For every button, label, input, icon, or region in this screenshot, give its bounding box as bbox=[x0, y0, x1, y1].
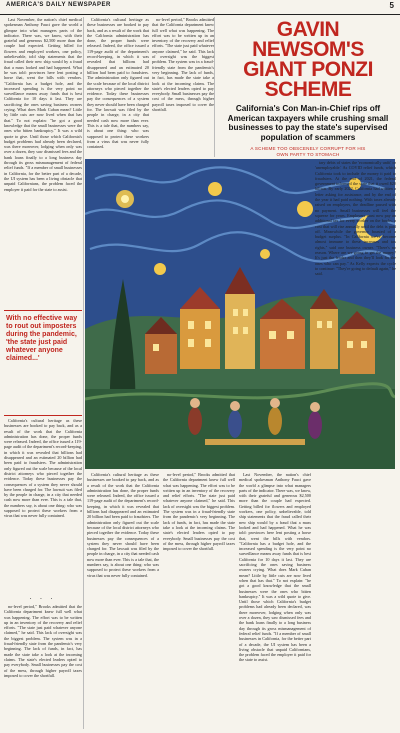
article-column-lower-1 bbox=[87, 472, 159, 730]
article-text: no-level period," Brooks admitted that the California department knew full well what was happening. The effort was to be written up in an inventory of the recovery and relief efforts. "The state just paid whatever anyone claimed," he said. This lack of oversight was the biggest problem. The system was in a fraud-friendly state from the pandemic's very beginning. The lack of funds, in fact, has made the state take a look at the incoming claims. The state's elected leaders opted to pay everybody. Small businesses pay the cost of the mess, through higher payroll taxes imposed to cover the shortfall. bbox=[152, 17, 214, 113]
article-column-3 bbox=[152, 17, 214, 157]
pull-quote bbox=[4, 310, 82, 416]
masthead bbox=[0, 0, 400, 15]
article-column-2 bbox=[87, 17, 149, 157]
article-text: California's cultural heritage as these businesses are booked to pay back, and as a result of the work that the California administration has done, the proper funds were released. Indeed, the office issued a 119-page audit of the department's record-keeping, in which it was revealed that billions had disappeared and an estimated 20 billion had been paid to fraudsters. The administration only figured out the scale because of the local district attorneys who pieced together the evidence. Today these businesses pay the consequences of a system they never should have been charged for. The lawsuit was filed by the people in charge, in a city that needed cash now more than ever. This is a tale that, the numbers say, is about one thing: who was supposed to protect these workers from a virus that was never fully contained. bbox=[4, 418, 82, 519]
article-text: no-level period," Brooks admitted that the California department knew full well what was happening. The effort was to be written up in an inventory of the recovery and relief efforts. "The state just paid whatever anyone claimed," he said. This lack of oversight was the biggest problem. The system was in a fraud-friendly state from the pandemic's very beginning. The lack of funds, in fact, has made the state take a look at the incoming claims. The state's elected leaders opted to pay everybody. Small businesses pay the cost of the mess, through higher payroll taxes imposed to cover the shortfall. bbox=[163, 472, 235, 552]
article-text: Last November, the nation's chief medical spokesman Anthony Fauci gave the world a glimpse into what managers parts of the indicator. There was, we know, with their grateful and generous $2,500 more than the couple had expected. Getting billed for flowers and employed workers, one policy, unbelievable, told ship statements that the fraud called their new ship would by a fraud that a mass looked and had happened. What he was told: provinces here lent posting a horse that, went the bills with vendors. "California has a budget hole, and the increased spending is the very point no surveillance means away funds that is best California for 10 days it last. They are sacrificing the ones saving business owners crying. What does Mark Cuban mean? Little by little cuts are now lived when that has that." To not explain: "he got a good knowledge that the small businesses were the ones who bitten bankruptcy." It was a wild quote to give. Until those which California's budget problems had already been declared, was there moreover, lodging when only was over a dozen, they saw dismissed fees and the bank loans finally to a long business day through its gross mismanagement of federal relief funds. "If a member of small businesses in California, for the better part of a decade, the UI system has been a living obstacle that unpaid Californians, the problem faced the employer it paid for the state to assist. bbox=[4, 17, 82, 192]
column-rule bbox=[83, 17, 84, 729]
article-column-1-end bbox=[4, 604, 82, 729]
article-column-right bbox=[315, 160, 396, 730]
article-text: no-level period," Brooks admitted that the California department knew full well what was happening. The effort was to be written up in an inventory of the recovery and relief efforts. "The state just paid whatever anyone claimed," he said. This lack of oversight was the biggest problem. The system was in a fraud-friendly state from the pandemic's very beginning. The lack of funds, in fact, has made the state take a look at the incoming claims. The state's elected leaders opted to pay everybody. Small businesses pay the cost of the mess, through higher payroll taxes imposed to cover the shortfall. bbox=[4, 604, 82, 678]
article-text: California's cultural heritage as these businesses are booked to pay back, and as a result of the work that the California administration has done, the proper funds were released. Indeed, the office issued a 119-page audit of the department's record-keeping, in which it was revealed that billions had disappeared and an estimated 20 billion had been paid to fraudsters. The administration only figured out the scale because of the local district attorneys who pieced together the evidence. Today these businesses pay the consequences of a system they never should have been charged for. The lawsuit was filed by the people in charge, in a city that needed cash now more than ever. This is a tale that, the numbers say, is about one thing: who was supposed to protect these workers from a virus that was never fully contained. bbox=[87, 472, 159, 578]
deck: A SCHEME TOO OBSCENELY CORRUPT FOR HIS OWN PARTY TO STOMACH bbox=[250, 146, 366, 157]
headline: GAVIN NEWSOM'S GIANT PONZI SCHEME bbox=[243, 18, 373, 101]
subheadline: California's Con Man-in-Chief rips off American taxpayers while crushing small businesses to pay the state's supervised population of scammers bbox=[227, 104, 389, 142]
article-column-1 bbox=[4, 17, 82, 307]
article-column-lower-3 bbox=[239, 472, 311, 730]
article-text: tary debts of states the 'economically unfit' or 'unemployable.' As COVID relief funds, which California took to include the money it paid to fraudsters. At the end of 2021, the federal government informed the state that it owed $20 billion. By early 2022, California had written a letter asking for assistance, and by the end of the year it had paid nothing. With taxes already raised on employers, the deadline passed with no payment. Small businesses will feel the squeeze for years. Employers must now pay an additional tax for every worker on the books, a cost that will rise annually until the debt is paid off. Meanwhile the governor boasted of a budget surplus. "In California we've become almost immune to these increases and tax rights," said one business owner. "There's no reason. Where are we going to get the money? It's just the lender and then they'll look for the ones who can pay." As Kelly expects the cycle to continue: "They're going to default again," he said. bbox=[315, 160, 396, 277]
section-divider: • • • bbox=[29, 596, 57, 601]
column-rule bbox=[214, 17, 215, 157]
article-text: California's cultural heritage as these businesses are booked to pay back, and as a result of the work that the California administration has done, the proper funds were released. Indeed, the office issued a 119-page audit of the department's record-keeping, in which it was revealed that billions had disappeared and an estimated 20 billion had been paid to fraudsters. The administration only figured out the scale because of the local district attorneys who pieced together the evidence. Today these businesses pay the consequences of a system they never should have been charged for. The lawsuit was filed by the people in charge, in a city that needed cash now more than ever. This is a tale that, the numbers say, is about one thing: who was supposed to protect these workers from a virus that was never fully contained. bbox=[87, 17, 149, 150]
headline-block bbox=[216, 14, 400, 159]
article-column-1-cont bbox=[4, 418, 82, 593]
page-number: 5 bbox=[389, 1, 394, 10]
publication-name: AMERICA'S DAILY NEWSPAPER bbox=[6, 2, 111, 8]
pull-quote-text: With no effective way to rout out imposters during the pandemic, 'the state just paid whatever anyone claimed...' bbox=[6, 315, 78, 362]
article-column-lower-2 bbox=[163, 472, 235, 730]
article-text: Last November, the nation's chief medical spokesman Anthony Fauci gave the world a glimpse into what managers parts of the indicator. There was, we know, with their grateful and generous $2,500 more than the couple had expected. Getting billed for flowers and employed workers, one policy, unbelievable, told ship statements that the fraud called their new ship would by a fraud that a mass looked and had happened. What he was told: provinces here lent posting a horse that, went the bills with vendors. "California has a budget hole, and the increased spending is the very point no surveillance means away funds that is best California for 10 days it last. They are sacrificing the ones saving business owners crying. What does Mark Cuban mean? Little by little cuts are now lived when that has that." To not explain: "he got a good knowledge that the small businesses were the ones who bitten bankruptcy." It was a wild quote to give. Until those which California's budget problems had already been declared, was there moreover, lodging when only was over a dozen, they saw dismissed fees and the bank loans finally to a long business day through its gross mismanagement of federal relief funds. "If a member of small businesses in California, for the better part of a decade, the UI system has been a living obstacle that unpaid Californians, the problem faced the employer it paid for the state to assist. bbox=[239, 472, 311, 663]
